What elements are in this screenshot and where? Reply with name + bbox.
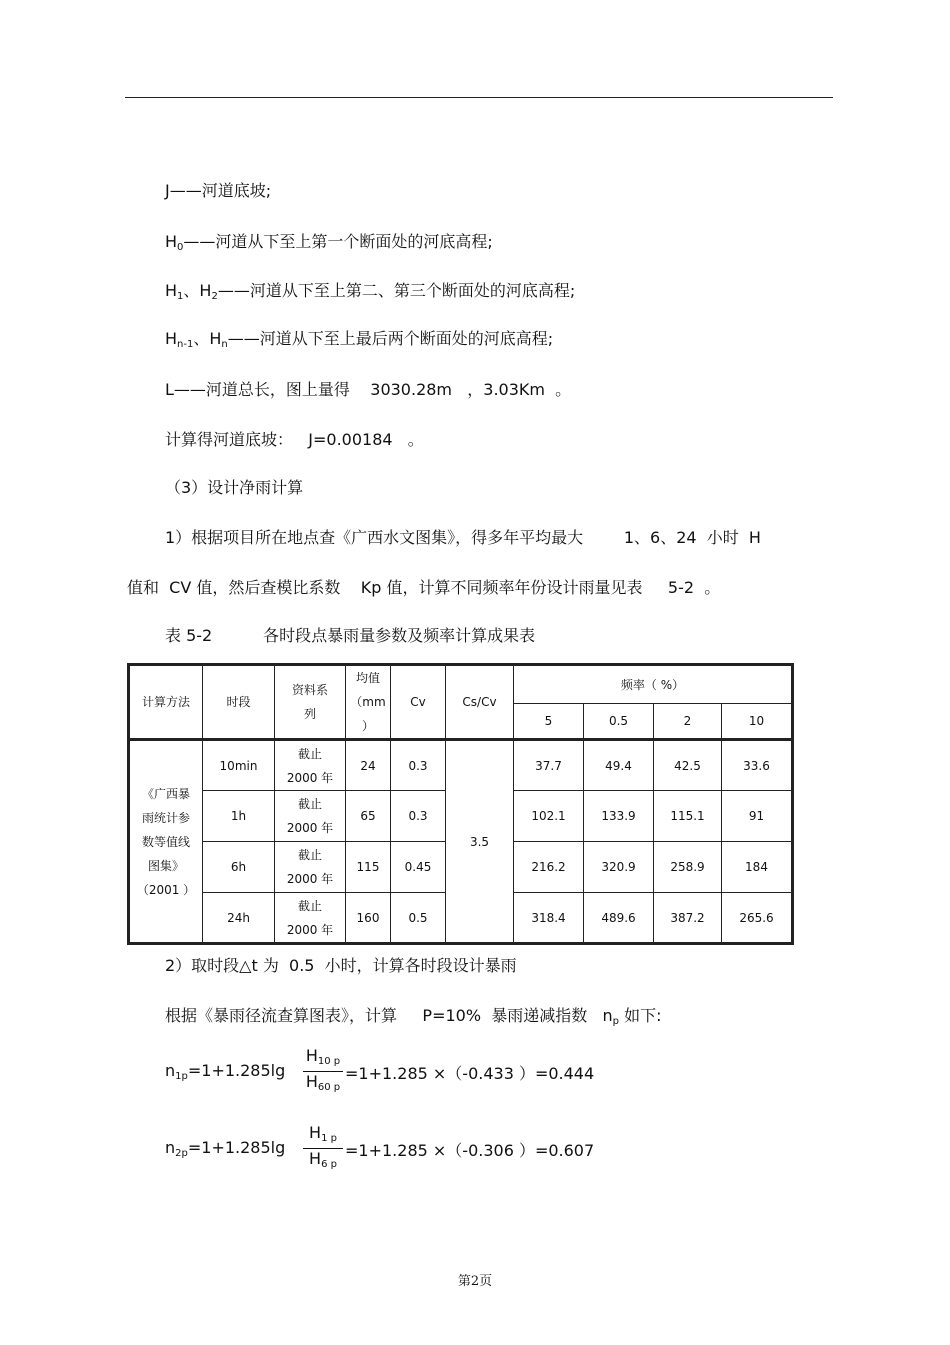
header-cv: Cv <box>391 665 446 740</box>
mean-cell: 24 <box>346 740 391 791</box>
cv-cell: 0.45 <box>391 842 446 893</box>
freq-value: 216.2 <box>514 842 584 893</box>
freq-value: 37.7 <box>514 740 584 791</box>
freq-value: 102.1 <box>514 791 584 842</box>
header-frequency: 频率（ %） <box>514 665 793 704</box>
formula-1-lhs: $n_{1p}=1+1.285\lg$ <box>165 1061 286 1082</box>
header-period: 时段 <box>203 665 275 740</box>
freq-col: 10 <box>722 704 793 740</box>
formula-1-fraction: $H_{10 p}$ $H_{60 p}$ <box>303 1046 343 1093</box>
header-series: 资料系 列 <box>275 665 346 740</box>
section-heading: （3）设计净雨计算 <box>165 478 304 497</box>
text-line-11: 2）取时段△t 为 0.5 小时，计算各时段设计暴雨 <box>165 956 517 975</box>
period-cell: 24h <box>203 893 275 944</box>
header-mean: 均值 （mm ） <box>346 665 391 740</box>
freq-value: 387.2 <box>654 893 722 944</box>
freq-value: 258.9 <box>654 842 722 893</box>
formula-2-fraction: $H_{1 p}$ $H_{6 p}$ <box>303 1123 343 1170</box>
text-line-3: $H_1$、$H_2——$河道从下至上第二、第三个断面处的河底高程; <box>165 281 576 302</box>
formula-2-rhs: =1+1.285 ×（-0.306 ）=0.607 <box>345 1141 595 1160</box>
text-line-2: $H_0——$河道从下至上第一个断面处的河底高程; <box>165 232 493 253</box>
formula-2-lhs: $n_{2p}=1+1.285\lg$ <box>165 1138 286 1159</box>
series-cell: 截止 2000 年 <box>275 893 346 944</box>
freq-value: 91 <box>722 791 793 842</box>
cv-cell: 0.3 <box>391 791 446 842</box>
cv-cell: 0.5 <box>391 893 446 944</box>
freq-value: 33.6 <box>722 740 793 791</box>
freq-value: 320.9 <box>584 842 654 893</box>
page-number: 第2页 <box>457 1274 493 1289</box>
header-method: 计算方法 <box>129 665 203 740</box>
text-line-12: 根据《暴雨径流查算图表》，计算 P=10% 暴雨递减指数 $n_p$ 如下: <box>165 1006 662 1027</box>
mean-cell: 160 <box>346 893 391 944</box>
period-cell: 1h <box>203 791 275 842</box>
mean-cell: 115 <box>346 842 391 893</box>
formula-1-rhs: =1+1.285 ×（-0.433 ）=0.444 <box>345 1064 595 1083</box>
series-cell: 截止 2000 年 <box>275 791 346 842</box>
cscv-cell: 3.5 <box>446 740 514 944</box>
freq-value: 489.6 <box>584 893 654 944</box>
rainfall-table <box>127 663 794 945</box>
period-cell: 6h <box>203 842 275 893</box>
mean-cell: 65 <box>346 791 391 842</box>
freq-col: 2 <box>654 704 722 740</box>
text-line-6: 计算得河道底坡： J=0.00184 。 <box>165 430 424 449</box>
text-line-1: J——河道底坡; <box>165 181 272 200</box>
period-cell: 10min <box>203 740 275 791</box>
text-line-4: $H_{n-1}$、$H_n——$河道从下至上最后两个断面处的河底高程; <box>165 329 554 350</box>
header-cscv: Cs/Cv <box>446 665 514 740</box>
freq-value: 318.4 <box>514 893 584 944</box>
text-line-5: L——河道总长，图上量得 3030.28m ，3.03Km 。 <box>165 380 572 399</box>
text-line-8: 1）根据项目所在地点查《广西水文图集》，得多年平均最大 1、6、24 小时 H <box>165 528 761 547</box>
freq-value: 184 <box>722 842 793 893</box>
freq-value: 49.4 <box>584 740 654 791</box>
freq-value: 265.6 <box>722 893 793 944</box>
method-cell: 《广西暴 雨统计参 数等值线 图集》 （2001 ） <box>129 740 203 944</box>
table-caption: 表 5-2 各时段点暴雨量参数及频率计算成果表 <box>165 626 536 645</box>
freq-col: 0.5 <box>584 704 654 740</box>
freq-value: 42.5 <box>654 740 722 791</box>
text-line-9: 值和 CV 值，然后查模比系数 Kp 值，计算不同频率年份设计雨量见表 5-2 。 <box>127 578 721 597</box>
freq-value: 115.1 <box>654 791 722 842</box>
header-rule <box>125 97 833 98</box>
freq-col: 5 <box>514 704 584 740</box>
cv-cell: 0.3 <box>391 740 446 791</box>
series-cell: 截止 2000 年 <box>275 842 346 893</box>
series-cell: 截止 2000 年 <box>275 740 346 791</box>
freq-value: 133.9 <box>584 791 654 842</box>
